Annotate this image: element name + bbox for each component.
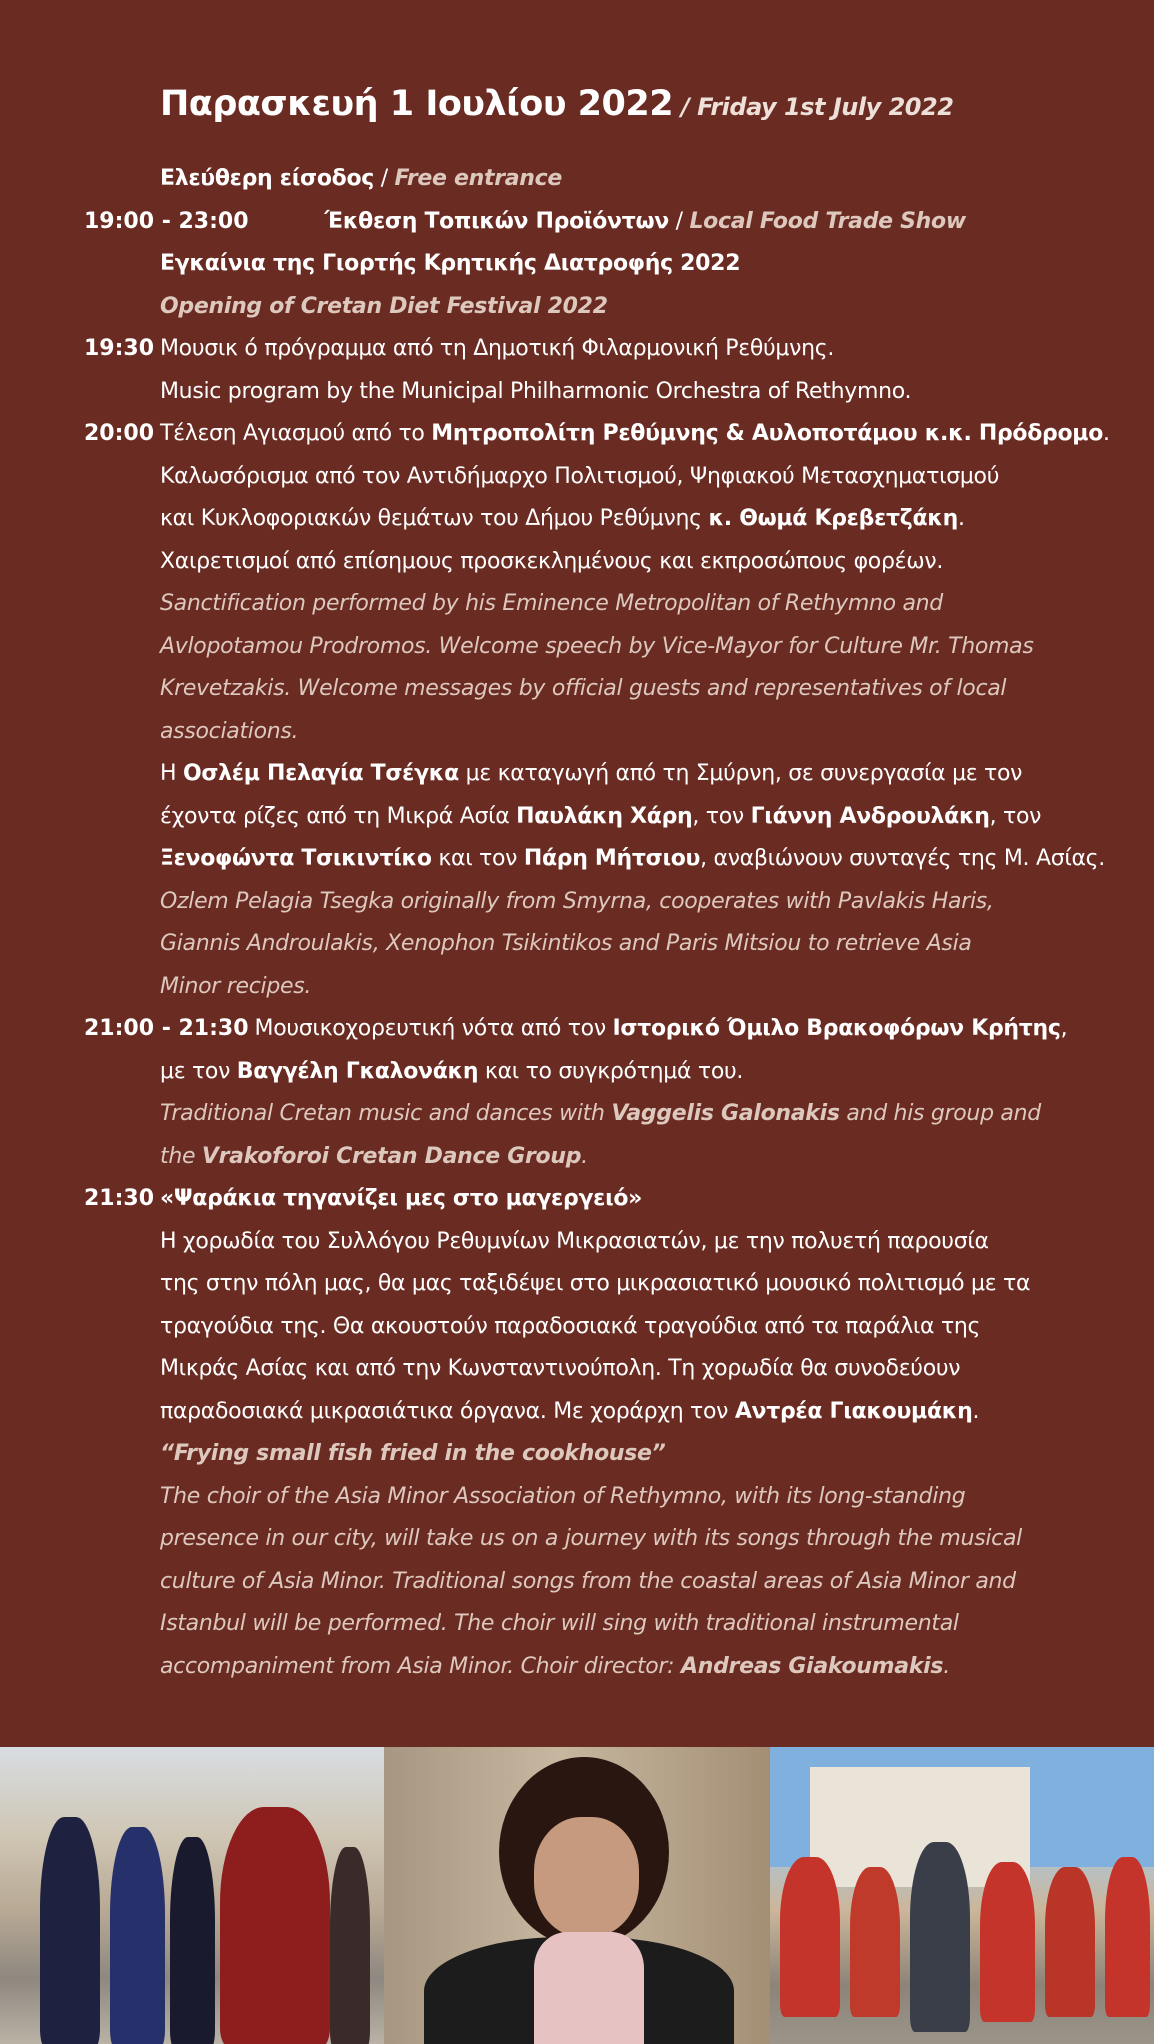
text-bold: κ. Θωμά Κρεβετζάκη: [708, 506, 958, 531]
event-line: [160, 796, 1110, 839]
event-line: Μουσικ ό πρόγραμμα από τη Δημοτική Φιλαρμονική Ρεθύμνης.: [160, 336, 835, 361]
event-line-english: [160, 1093, 1074, 1136]
event-line: [160, 498, 1110, 541]
event-line-english: Ozlem Pelagia Tsegka originally from Smyrna, cooperates with Pavlakis Haris,: [160, 888, 994, 914]
event-line-english: Opening of Cretan Diet Festival 2022: [160, 293, 608, 319]
title-separator: /: [673, 93, 698, 121]
photo-cretan-dancers: [0, 1747, 384, 2044]
text: .: [1103, 421, 1110, 446]
event-line: [160, 838, 1110, 881]
entrance-greek: Ελεύθερη είσοδος: [160, 166, 375, 191]
text-bold: Μητροπολίτη Ρεθύμνης & Αυλοποτάμου κ.κ. Πρόδρομο: [431, 421, 1104, 446]
page-title: [160, 84, 1074, 124]
text: με καταγωγή από τη Σμύρνη, σε συνεργασία με τον: [458, 761, 1023, 786]
entrance-line: [160, 158, 1074, 201]
event-line-english: The choir of the Asia Minor Association of Rethymno, with its long-standing: [160, 1483, 966, 1509]
event-line-english: [160, 1136, 1074, 1179]
text-bold: Αντρέα Γιακουμάκη: [734, 1398, 973, 1424]
event-line-english: Music program by the Municipal Philharmonic Orchestra of Rethymno.: [160, 378, 912, 404]
photo-strip: [0, 1747, 1154, 2044]
event-line: της στην πόλη μας, θα μας ταξιδέψει στο μικρασιατικό μουσικό πολιτισμό με τα: [160, 1271, 1031, 1296]
event-line: [160, 753, 1110, 796]
program-document: [84, 84, 1110, 1688]
event-time: 20:00: [84, 421, 155, 446]
text-bold: Andreas Giakoumakis: [680, 1653, 944, 1679]
text: και Κυκλοφοριακών θεμάτων του Δήμου Ρεθύμνης: [160, 506, 709, 531]
text: , τον: [989, 803, 1042, 829]
event-line-english: culture of Asia Minor. Traditional songs from the coastal areas of Asia Minor and: [160, 1568, 1016, 1594]
event-line: τραγούδια της. Θα ακουστούν παραδοσιακά τραγούδια από τα παράλια της: [160, 1313, 981, 1339]
event-body: [255, 1008, 1074, 1051]
event-line: Η χορωδία του Συλλόγου Ρεθυμνίων Μικρασιατών, με την πολυετή παρουσία: [160, 1228, 989, 1254]
event-line-english: presence in our city, will take us on a journey with its songs through the musical: [160, 1526, 1022, 1551]
text: με τον: [160, 1058, 237, 1084]
text: Traditional Cretan music and dances with: [160, 1101, 612, 1126]
text-bold: Βαγγέλη Γκαλονάκη: [236, 1058, 479, 1084]
text: και τον: [431, 846, 524, 871]
event-time-text: 21:00 - 21:30: [84, 1016, 249, 1041]
event-text-english: Local Food Trade Show: [689, 208, 966, 234]
event-heading-english: “Frying small fish fried in the cookhouse”: [160, 1441, 666, 1466]
event-2000: [84, 413, 1110, 1008]
event-time: 21:30: [84, 1186, 155, 1211]
event-line-english: Krevetzakis. Welcome messages by official guests and representatives of local: [160, 676, 1007, 701]
event-line-english: Giannis Androulakis, Xenophon Tsikintikos and Paris Mitsiou to retrieve Asia: [160, 931, 972, 956]
event-separator: /: [668, 208, 690, 234]
text: and his group and: [839, 1101, 1041, 1126]
text-bold: Γιάννη Ανδρουλάκη: [750, 803, 990, 829]
event-line-english: associations.: [160, 718, 299, 744]
photo-portrait-woman: [384, 1747, 770, 2044]
event-line: Μικράς Ασίας και από την Κωνσταντινούπολη. Τη χορωδία θα συνοδεύουν: [160, 1356, 961, 1381]
text: ,: [1060, 1016, 1068, 1041]
text: .: [972, 1398, 980, 1424]
event-line-english: Avlopotamou Prodromos. Welcome speech by Vice-Mayor for Culture Mr. Thomas: [160, 633, 1034, 659]
event-line: Εγκαίνια της Γιορτής Κρητικής Διατροφής 2022: [160, 251, 741, 276]
text: παραδοσιακά μικρασιάτικα όργανα. Με χοράρχη τον: [160, 1398, 735, 1424]
text: Μουσικοχορευτική νότα από τον: [254, 1016, 613, 1041]
event-body: [160, 413, 1110, 1008]
entrance-separator: /: [374, 166, 395, 191]
photo-philharmonic-parade: [770, 1747, 1154, 2044]
text: , τον: [692, 803, 751, 829]
event-heading: «Ψαράκια τηγανίζει μες στο μαγεργειό»: [160, 1186, 643, 1211]
event-line: Καλωσόρισμα από τον Αντιδήμαρχο Πολιτισμού, Ψηφιακού Μετασχηματισμού: [160, 463, 1000, 489]
text: Η: [160, 761, 183, 786]
event-line: [160, 1391, 1074, 1434]
event-line-english: Istanbul will be performed. The choir will sing with traditional instrumental: [160, 1611, 959, 1636]
event-1900: [84, 201, 1074, 244]
event-body: [160, 1178, 1074, 1688]
text: έχοντα ρίζες από τη Μικρά Ασία: [160, 803, 517, 829]
entrance-english: Free entrance: [394, 166, 563, 191]
event-line-english: [160, 1646, 1074, 1689]
event-time: [84, 1008, 249, 1051]
event-2130: [84, 1178, 1074, 1688]
text-bold: Ξενοφώντα Τσικιντίκο: [160, 846, 432, 871]
event-line: Χαιρετισμοί από επίσημους προσκεκλημένους και εκπροσώπους φορέων.: [160, 548, 944, 574]
event-line: [325, 201, 1074, 244]
text-bold: Πάρη Μήτσιου: [523, 846, 701, 871]
event-line-english: Sanctification performed by his Eminence Metropolitan of Rethymno and: [160, 591, 943, 616]
title-greek: Παρασκευή 1 Ιουλίου 2022: [160, 84, 674, 124]
text: , αναβιώνουν συνταγές της Μ. Ασίας.: [700, 846, 1105, 871]
text: accompaniment from Asia Minor. Choir director:: [160, 1653, 681, 1679]
event-line: [160, 413, 1110, 456]
event-line: [160, 1051, 1074, 1094]
event-time: 19:30: [84, 336, 155, 361]
event-body: [325, 201, 1074, 244]
event-1930: [84, 328, 1074, 413]
text-bold: Παυλάκη Χάρη: [516, 803, 693, 829]
text-bold: Ιστορικό Όμιλο Βρακοφόρων Κρήτης: [612, 1016, 1061, 1041]
text-bold: Vaggelis Galonakis: [611, 1101, 840, 1126]
text: .: [957, 506, 965, 531]
title-english: Friday 1st July 2022: [697, 93, 954, 121]
text: .: [581, 1143, 588, 1169]
event-2100: [84, 1008, 1074, 1051]
event-time: 19:00 - 23:00: [84, 208, 249, 234]
event-body: [160, 328, 1074, 413]
text: the: [160, 1143, 202, 1169]
text: .: [943, 1653, 950, 1679]
event-text: Έκθεση Τοπικών Προϊόντων: [324, 208, 669, 234]
text: και το συγκρότημά του.: [478, 1058, 744, 1084]
event-line: [255, 1008, 1074, 1051]
text: Τέλεση Αγιασμού από το: [160, 421, 432, 446]
text-bold: Vrakoforoi Cretan Dance Group: [201, 1143, 582, 1169]
event-line-english: Minor recipes.: [160, 973, 312, 999]
text-bold: Οσλέμ Πελαγία Τσέγκα: [182, 761, 459, 786]
